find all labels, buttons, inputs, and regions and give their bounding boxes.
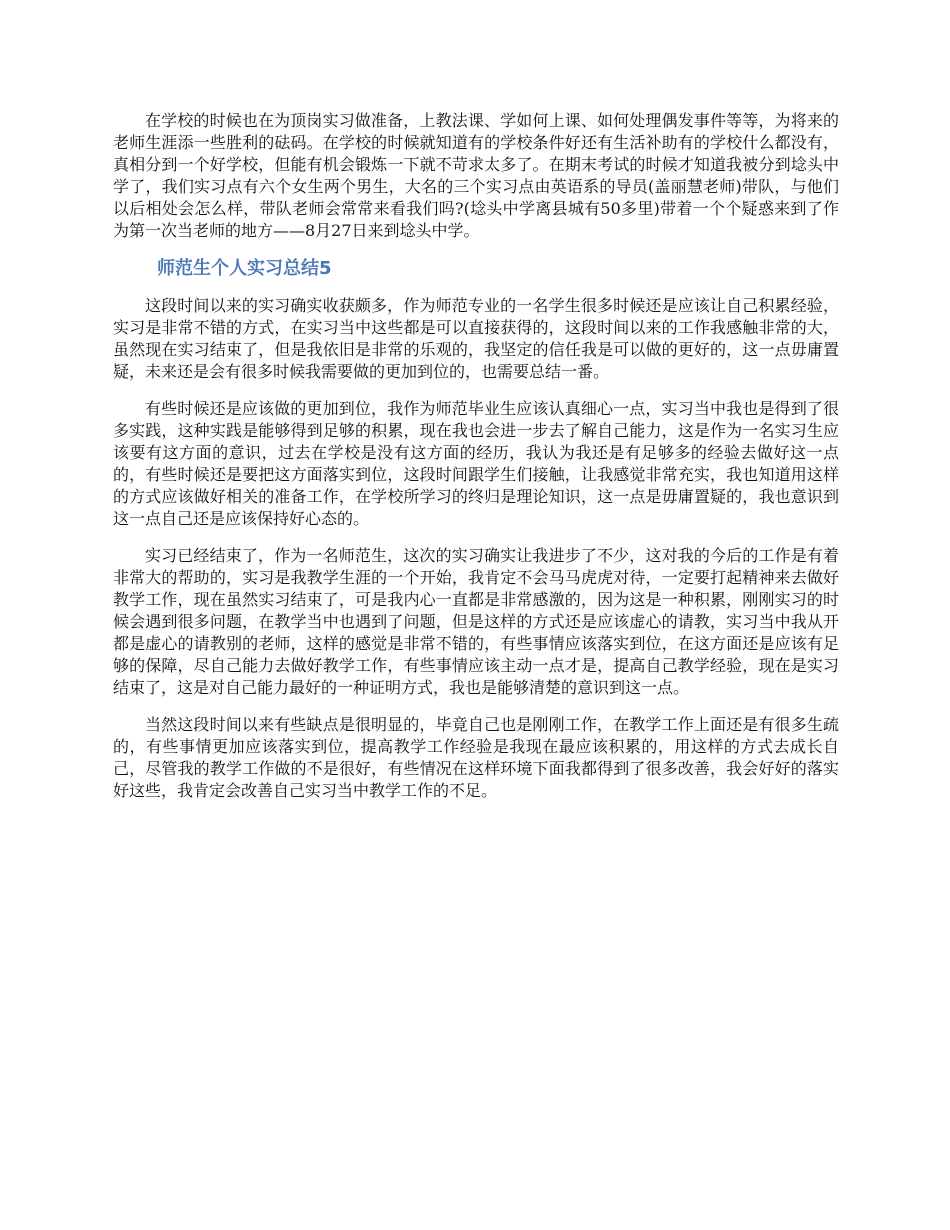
body-paragraph-3: 实习已经结束了，作为一名师范生，这次的实习确实让我进步了不少，这对我的今后的工作是有着非常大的帮助的，实习是我教学生涯的一个开始，我肯定不会马马虎虎对待，一定要打起精神来去做好教学工作，现在虽然实习结束了，可是我内心一直都是非常感激的，因为这是一种积累，刚刚实习的时候会遇到很多问题，在教学当中也遇到了问题，但是这样的方式还是应该虚心的请教，实习当中我从开都是虚心的请教别的老师，这样的感觉是非常不错的，有些事情应该落实到位，在这方面还是应该有足够的保障，尽自己能力去做好教学工作，有些事情应该主动一点才是，提高自己教学经验，现在是实习结束了，这是对自己能力最好的一种证明方式，我也是能够清楚的意识到这一点。: [113, 546, 839, 697]
body-paragraph-2: 有些时候还是应该做的更加到位，我作为师范毕业生应该认真细心一点，实习当中我也是得到了很多实践，这种实践是能够得到足够的积累，现在我也会进一步去了解自己能力，这是作为一名实习生应该要有这方面的意识，过去在学校是没有这方面的经历，我认为我还是有足够多的经验去做好这一点的，有些时候还是要把这方面落实到位，这段时间跟学生们接触，让我感觉非常充实，我也知道用这样的方式应该做好相关的准备工作，在学校所学习的终归是理论知识，这一点是毋庸置疑的，我也意识到这一点自己还是应该保持好心态的。: [113, 399, 839, 528]
body-paragraph-4: 当然这段时间以来有些缺点是很明显的，毕竟自己也是刚刚工作，在教学工作上面还是有很多生疏的，有些事情更加应该落实到位，提高教学工作经验是我现在最应该积累的，用这样的方式去成长自己，尽管我的教学工作做的不是很好，有些情况在这样环境下面我都得到了很多改善，我会好好的落实好这些，我肯定会改善自己实习当中教学工作的不足。: [113, 715, 839, 800]
section-title: 师范生个人实习总结5: [157, 258, 332, 279]
document-body: [113, 110, 839, 817]
body-paragraph-1: 这段时间以来的实习确实收获颇多，作为师范专业的一名学生很多时候还是应该让自己积累经验，实习是非常不错的方式，在实习当中这些都是可以直接获得的，这段时间以来的工作我感触非常的大，虽然现在实习结束了，但是我依旧是非常的乐观的，我坚定的信任我是可以做的更好的，这一点毋庸置疑，未来还是会有很多时候我需要做的更加到位的，也需要总结一番。: [113, 296, 839, 381]
intro-paragraph: 在学校的时候也在为顶岗实习做准备，上教法课、学如何上课、如何处理偶发事件等等，为将来的老师生涯添一些胜利的砝码。在学校的时候就知道有的学校条件好还有生活补助有的学校什么都没有，真相分到一个好学校，但能有机会锻炼一下就不苛求太多了。在期末考试的时候才知道我被分到埝头中学了，我们实习点有六个女生两个男生，大名的三个实习点由英语系的导员(盖丽慧老师)带队，与他们以后相处会怎么样，带队老师会常常来看我们吗?(埝头中学离县城有50多里)带着一个个疑惑来到了作为第一次当老师的地方——8月27日来到埝头中学。: [113, 111, 839, 240]
